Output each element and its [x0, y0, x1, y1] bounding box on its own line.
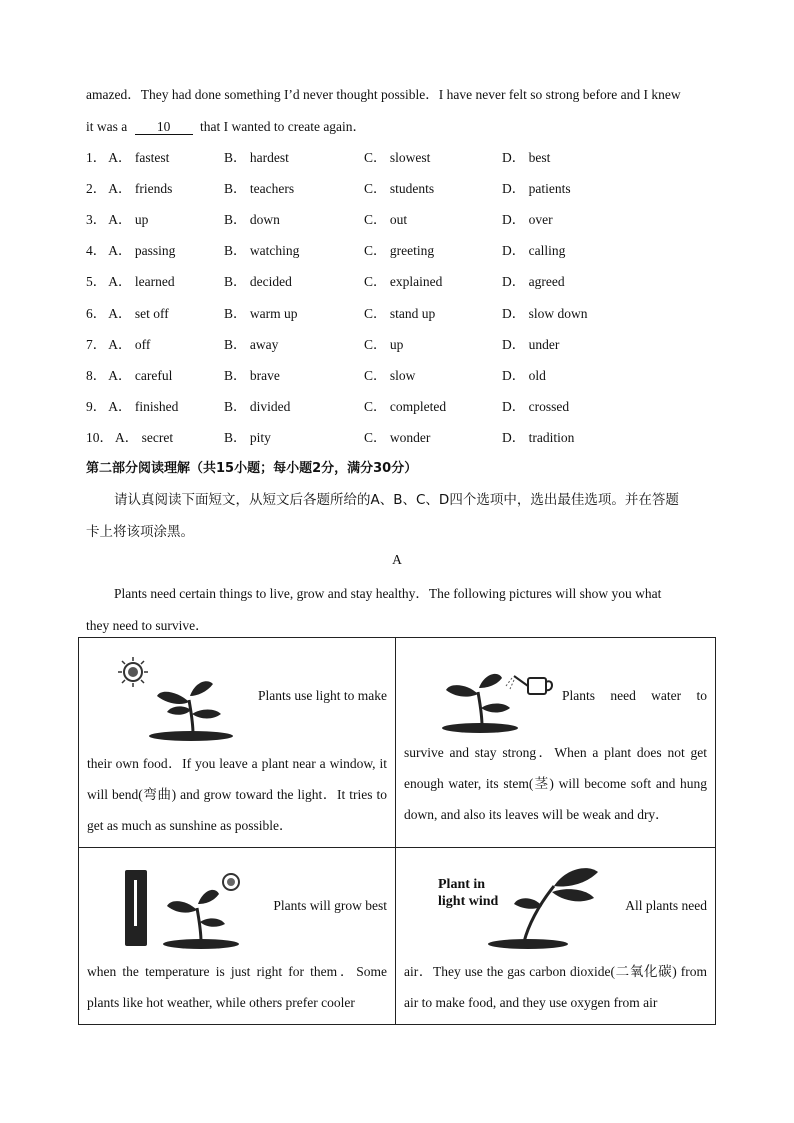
option-c[interactable]: C． explained [364, 274, 443, 290]
temperature-lead-text: Plants will grow best [273, 898, 387, 913]
water-lead-text: Plants need water to [562, 688, 707, 703]
intro-line-2: they need to survive． [86, 618, 209, 633]
option-d[interactable]: D． under [502, 336, 560, 352]
intro-line-1: Plants need certain things to live, grow and stay healthy．The following pictures will show you what [114, 586, 662, 601]
option-d[interactable]: D． agreed [502, 274, 565, 290]
option-b[interactable]: B． teachers [224, 181, 295, 197]
option-a[interactable]: A． passing [108, 243, 176, 259]
option-d[interactable]: D． patients [502, 181, 571, 197]
option-b[interactable]: B． hardest [224, 150, 289, 165]
sun-icon [118, 657, 148, 687]
option-b[interactable]: B． watching [224, 243, 300, 259]
plant-watering-picture [440, 656, 560, 736]
passage-letter: A [392, 552, 402, 567]
plant-icon [163, 890, 239, 949]
cell-air [396, 848, 715, 1024]
option-b[interactable]: B． away [224, 336, 279, 352]
plant-icon [442, 674, 518, 733]
instruction-line-1: 请认真阅读下面短文，从短文后各题所给的A、B、C、D四个选项中，选出最佳选项。并在答题 [114, 492, 679, 508]
plant-needs-table [78, 637, 716, 1025]
question-number: 10． [86, 429, 113, 445]
plant-icon [149, 681, 233, 741]
question-number: 4． [86, 243, 107, 259]
question-row [86, 208, 706, 228]
question-row [86, 177, 706, 197]
question-row [86, 239, 706, 259]
plant-thermometer-picture [121, 866, 251, 952]
cell-temperature [79, 848, 395, 1024]
passage-line-1: amazed．They had done something I’d never thought possible．I have never felt so strong before and I knew [86, 87, 681, 102]
question-row [86, 270, 706, 290]
option-c[interactable]: C． completed [364, 398, 447, 414]
option-c[interactable]: C． stand up [364, 305, 436, 321]
plant-wind-picture [488, 856, 608, 952]
cell-light [79, 638, 395, 847]
option-c[interactable]: C． students [364, 181, 435, 197]
question-row [86, 146, 706, 166]
option-d[interactable]: D． old [502, 367, 546, 383]
option-b[interactable]: B． down [224, 212, 280, 228]
question-number: 6． [86, 305, 107, 321]
temperature-body-text: when the temperature is just right for them．Some plants like hot weather, while others prefer cooler [87, 964, 387, 1010]
option-a[interactable]: A． off [108, 336, 151, 352]
question-row [86, 302, 706, 322]
answer-blank-10: 10 [135, 120, 193, 135]
question-row [86, 395, 706, 415]
option-a[interactable]: A． fastest [108, 150, 170, 165]
option-c[interactable]: C． wonder [364, 429, 431, 445]
question-row [86, 333, 706, 353]
question-number: 1． [86, 150, 107, 165]
option-b[interactable]: B． decided [224, 274, 292, 290]
option-b[interactable]: B． pity [224, 429, 271, 445]
option-c[interactable]: C． up [364, 336, 404, 352]
passage-line-2-after: that I wanted to create again． [200, 119, 367, 134]
option-b[interactable]: B． brave [224, 367, 280, 383]
question-number: 9． [86, 398, 107, 414]
option-a[interactable]: A． up [108, 212, 149, 228]
option-b[interactable]: B． warm up [224, 305, 298, 321]
option-a[interactable]: A． learned [108, 274, 175, 290]
air-lead-text: All plants need [625, 898, 707, 913]
option-c[interactable]: C． out [364, 212, 408, 228]
option-a[interactable]: A． careful [108, 367, 173, 383]
section-title: 第二部分阅读理解（共15小题；每小题2分，满分30分） [86, 461, 418, 476]
caption-line-2: light wind [438, 894, 499, 909]
cell-water [396, 638, 715, 847]
air-body-text: air．They use the gas carbon dioxide(二氧化碳) from air to make food, and they use oxygen from air [404, 964, 707, 1010]
thermometer-icon [125, 870, 147, 946]
plant-icon [488, 868, 598, 949]
option-d[interactable]: D． over [502, 212, 553, 228]
question-number: 3． [86, 212, 107, 228]
caption-line-1: Plant in [438, 877, 486, 892]
option-d[interactable]: D． calling [502, 243, 566, 259]
option-d[interactable]: D． best [502, 150, 551, 165]
option-a[interactable]: A． set off [108, 305, 169, 321]
question-row [86, 364, 706, 384]
question-number: 7． [86, 336, 107, 352]
question-number: 2． [86, 181, 107, 197]
question-number: 8． [86, 367, 107, 383]
light-lead-text: Plants use light to make [258, 688, 387, 703]
option-d[interactable]: D． crossed [502, 398, 570, 414]
light-body-text: their own food．If you leave a plant near a window, it will bend(弯曲) and grow toward the light．It tries to get as much as sunshine as possible． [87, 756, 387, 833]
passage-line-2-before: it was a [86, 119, 128, 134]
option-d[interactable]: D． tradition [502, 429, 575, 445]
instruction-line-2: 卡上将该项涂黑。 [86, 524, 194, 540]
option-a[interactable]: A． finished [108, 398, 179, 414]
question-number: 5． [86, 274, 107, 290]
option-a[interactable]: A． friends [108, 181, 173, 197]
option-c[interactable]: C． slow [364, 367, 416, 383]
question-row [86, 426, 706, 446]
option-b[interactable]: B． divided [224, 398, 291, 414]
plant-sun-picture [109, 652, 239, 742]
option-a[interactable]: A． secret [115, 429, 174, 445]
sun-icon [223, 874, 239, 890]
watering-can-icon [506, 676, 552, 694]
option-c[interactable]: C． slowest [364, 150, 431, 165]
passage-line-2 [86, 115, 366, 135]
option-d[interactable]: D． slow down [502, 305, 588, 321]
water-body-text: survive and stay strong．When a plant does not get enough water, its stem(茎) will become soft and hung down, and also its leaves will be weak and dry． [404, 745, 707, 822]
option-c[interactable]: C． greeting [364, 243, 435, 259]
